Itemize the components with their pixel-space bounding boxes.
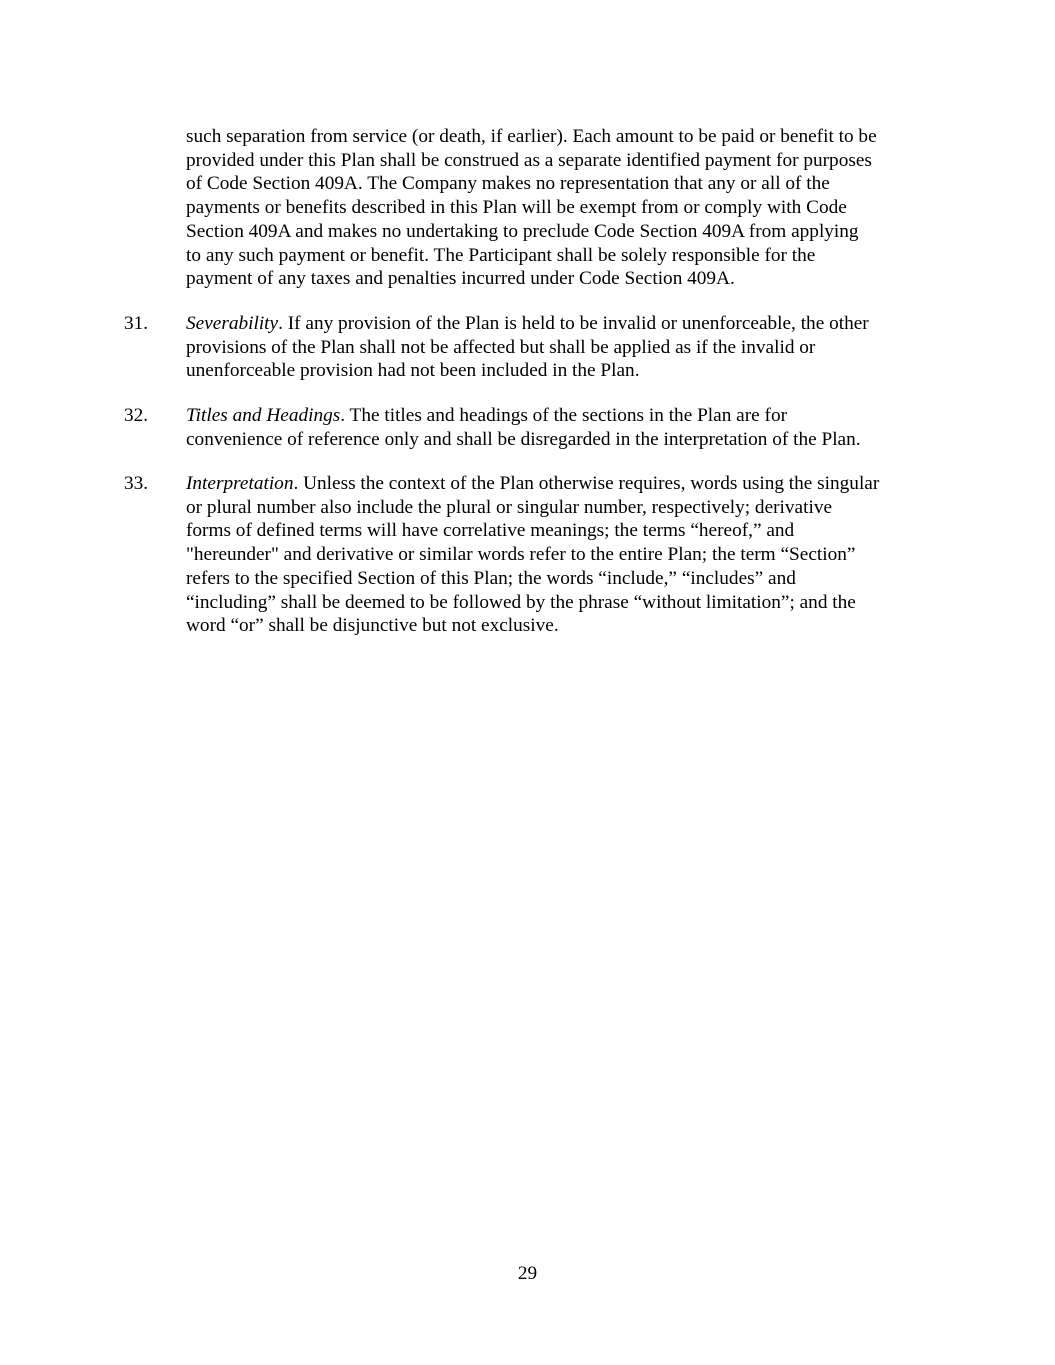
section-titles-and-headings [186,404,861,451]
text-line: to any such payment or benefit. The Participant shall be solely responsible for the [186,244,816,266]
text-line: payment of any taxes and penalties incurred under Code Section 409A. [186,268,735,290]
text-line: of Code Section 409A. The Company makes no representation that any or all of the [186,173,830,195]
text-line: or plural number also include the plural or singular number, respectively; derivative [186,496,833,518]
text-line: "hereunder" and derivative or similar words refer to the entire Plan; the term “Section” [186,544,856,566]
text-line: provisions of the Plan shall not be affected but shall be applied as if the invalid or [186,336,816,358]
continuation-paragraph [186,125,877,291]
text-line: forms of defined terms will have correlative meanings; the terms “hereof,” and [186,520,795,542]
section-number: 33. [124,473,149,494]
text-line: provided under this Plan shall be construed as a separate identified payment for purposes [186,149,872,171]
section-number: 31. [124,313,149,334]
text-line: “including” shall be deemed to be followed by the phrase “without limitation”; and the [186,591,856,613]
text-line: payments or benefits described in this Plan will be exempt from or comply with Code [186,197,847,219]
text-line [186,312,869,336]
section-text: . Unless the context of the Plan otherwise requires, words using the singular [293,473,880,494]
section-text: . If any provision of the Plan is held to be invalid or unenforceable, the other [278,313,869,334]
text-line [186,404,861,428]
section-number: 32. [124,405,149,426]
text-line: unenforceable provision had not been included in the Plan. [186,360,640,382]
section-title: Severability [186,313,279,334]
text-line: such separation from service (or death, if earlier). Each amount to be paid or benefit to be [186,126,877,147]
text-line: word “or” shall be disjunctive but not exclusive. [186,615,559,637]
text-line: refers to the specified Section of this Plan; the words “include,” “includes” and [186,567,796,589]
section-text: . The titles and headings of the sections in the Plan are for [340,405,788,426]
section-severability [186,312,869,383]
text-line: convenience of reference only and shall be disregarded in the interpretation of the Plan. [186,428,861,450]
section-title: Interpretation [186,473,294,494]
text-line: Section 409A and makes no undertaking to preclude Code Section 409A from applying [186,220,859,242]
section-title: Titles and Headings [186,405,341,426]
section-interpretation [186,472,879,638]
page-number: 29 [517,1263,538,1284]
text-line [186,472,879,496]
